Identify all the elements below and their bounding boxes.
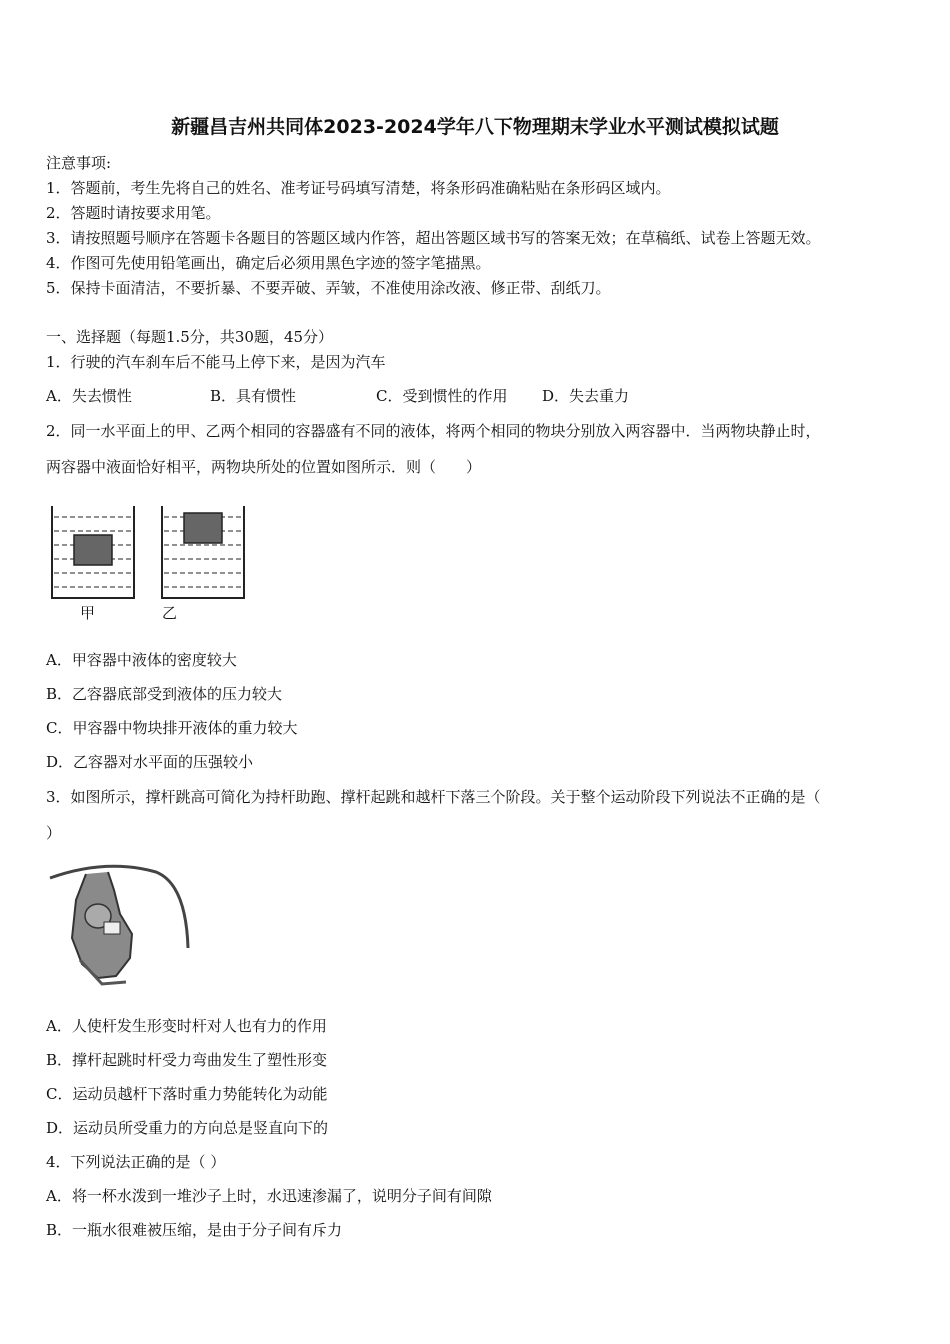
- q4-option: B．一瓶水很难被压缩，是由于分子间有斥力: [46, 1221, 343, 1239]
- notice-heading: 注意事项:: [46, 154, 112, 172]
- q1-stem: 1．行驶的汽车刹车后不能马上停下来，是因为汽车: [46, 353, 386, 371]
- bib: [104, 922, 120, 934]
- notice-item: 2．答题时请按要求用笔。: [46, 204, 221, 222]
- q1-option: C．受到惯性的作用: [376, 387, 508, 405]
- block-yi: [184, 513, 222, 543]
- notice-item: 1．答题前，考生先将自己的姓名、准考证号码填写清楚，将条形码准确粘贴在条形码区域内。: [46, 179, 671, 197]
- q4-option: A．将一杯水泼到一堆沙子上时，水迅速渗漏了，说明分子间有间隙: [46, 1187, 492, 1205]
- q3-option: C．运动员越杆下落时重力势能转化为动能: [46, 1085, 328, 1103]
- q3-stem: ）: [46, 824, 62, 842]
- container-jia: [52, 506, 134, 598]
- label-yi: 乙: [162, 604, 178, 622]
- q3-option: D．运动员所受重力的方向总是竖直向下的: [46, 1119, 329, 1137]
- container-yi: [162, 506, 244, 598]
- q2-stem: 两容器中液面恰好相平，两物块所处的位置如图所示．则（ ）: [46, 458, 482, 476]
- q4-stem: 4．下列说法正确的是（ ）: [46, 1153, 226, 1171]
- q2-stem: 2．同一水平面上的甲、乙两个相同的容器盛有不同的液体，将两个相同的物块分别放入两容器中．当两物块静止时，: [46, 422, 821, 440]
- q2-option: D．乙容器对水平面的压强较小: [46, 753, 254, 771]
- pole-vaulter-image: [46, 860, 196, 990]
- q1-option: D．失去重力: [542, 387, 630, 405]
- notice-item: 5．保持卡面清洁，不要折暴、不要弄破、弄皱，不准使用涂改液、修正带、刮纸刀。: [46, 279, 611, 297]
- q2-option: A．甲容器中液体的密度较大: [46, 651, 237, 669]
- block-jia: [74, 535, 112, 565]
- q1-option: A．失去惯性: [46, 387, 132, 405]
- q3-stem: 3．如图所示，撑杆跳高可简化为持杆助跑、撑杆起跳和越杆下落三个阶段。关于整个运动阶段下列说法不正确的是（: [46, 788, 821, 806]
- q3-option: A．人使杆发生形变时杆对人也有力的作用: [46, 1017, 327, 1035]
- notice-item: 3．请按照题号顺序在答题卡各题目的答题区域内作答，超出答题区域书写的答案无效；在草稿纸、试卷上答题无效。: [46, 229, 821, 247]
- q3-option: B．撑杆起跳时杆受力弯曲发生了塑性形变: [46, 1051, 328, 1069]
- label-jia: 甲: [80, 604, 96, 622]
- q1-option: B．具有惯性: [210, 387, 297, 405]
- q2-option: C．甲容器中物块排开液体的重力较大: [46, 719, 298, 737]
- section-heading: 一、选择题（每题1.5分，共30题，45分）: [46, 328, 334, 346]
- notice-item: 4．作图可先使用铅笔画出，确定后必须用黑色字迹的签字笔描黑。: [46, 254, 491, 272]
- containers-figure: [46, 500, 256, 628]
- q2-option: B．乙容器底部受到液体的压力较大: [46, 685, 283, 703]
- page-title: 新疆昌吉州共同体2023-2024学年八下物理期末学业水平测试模拟试题: [171, 116, 779, 138]
